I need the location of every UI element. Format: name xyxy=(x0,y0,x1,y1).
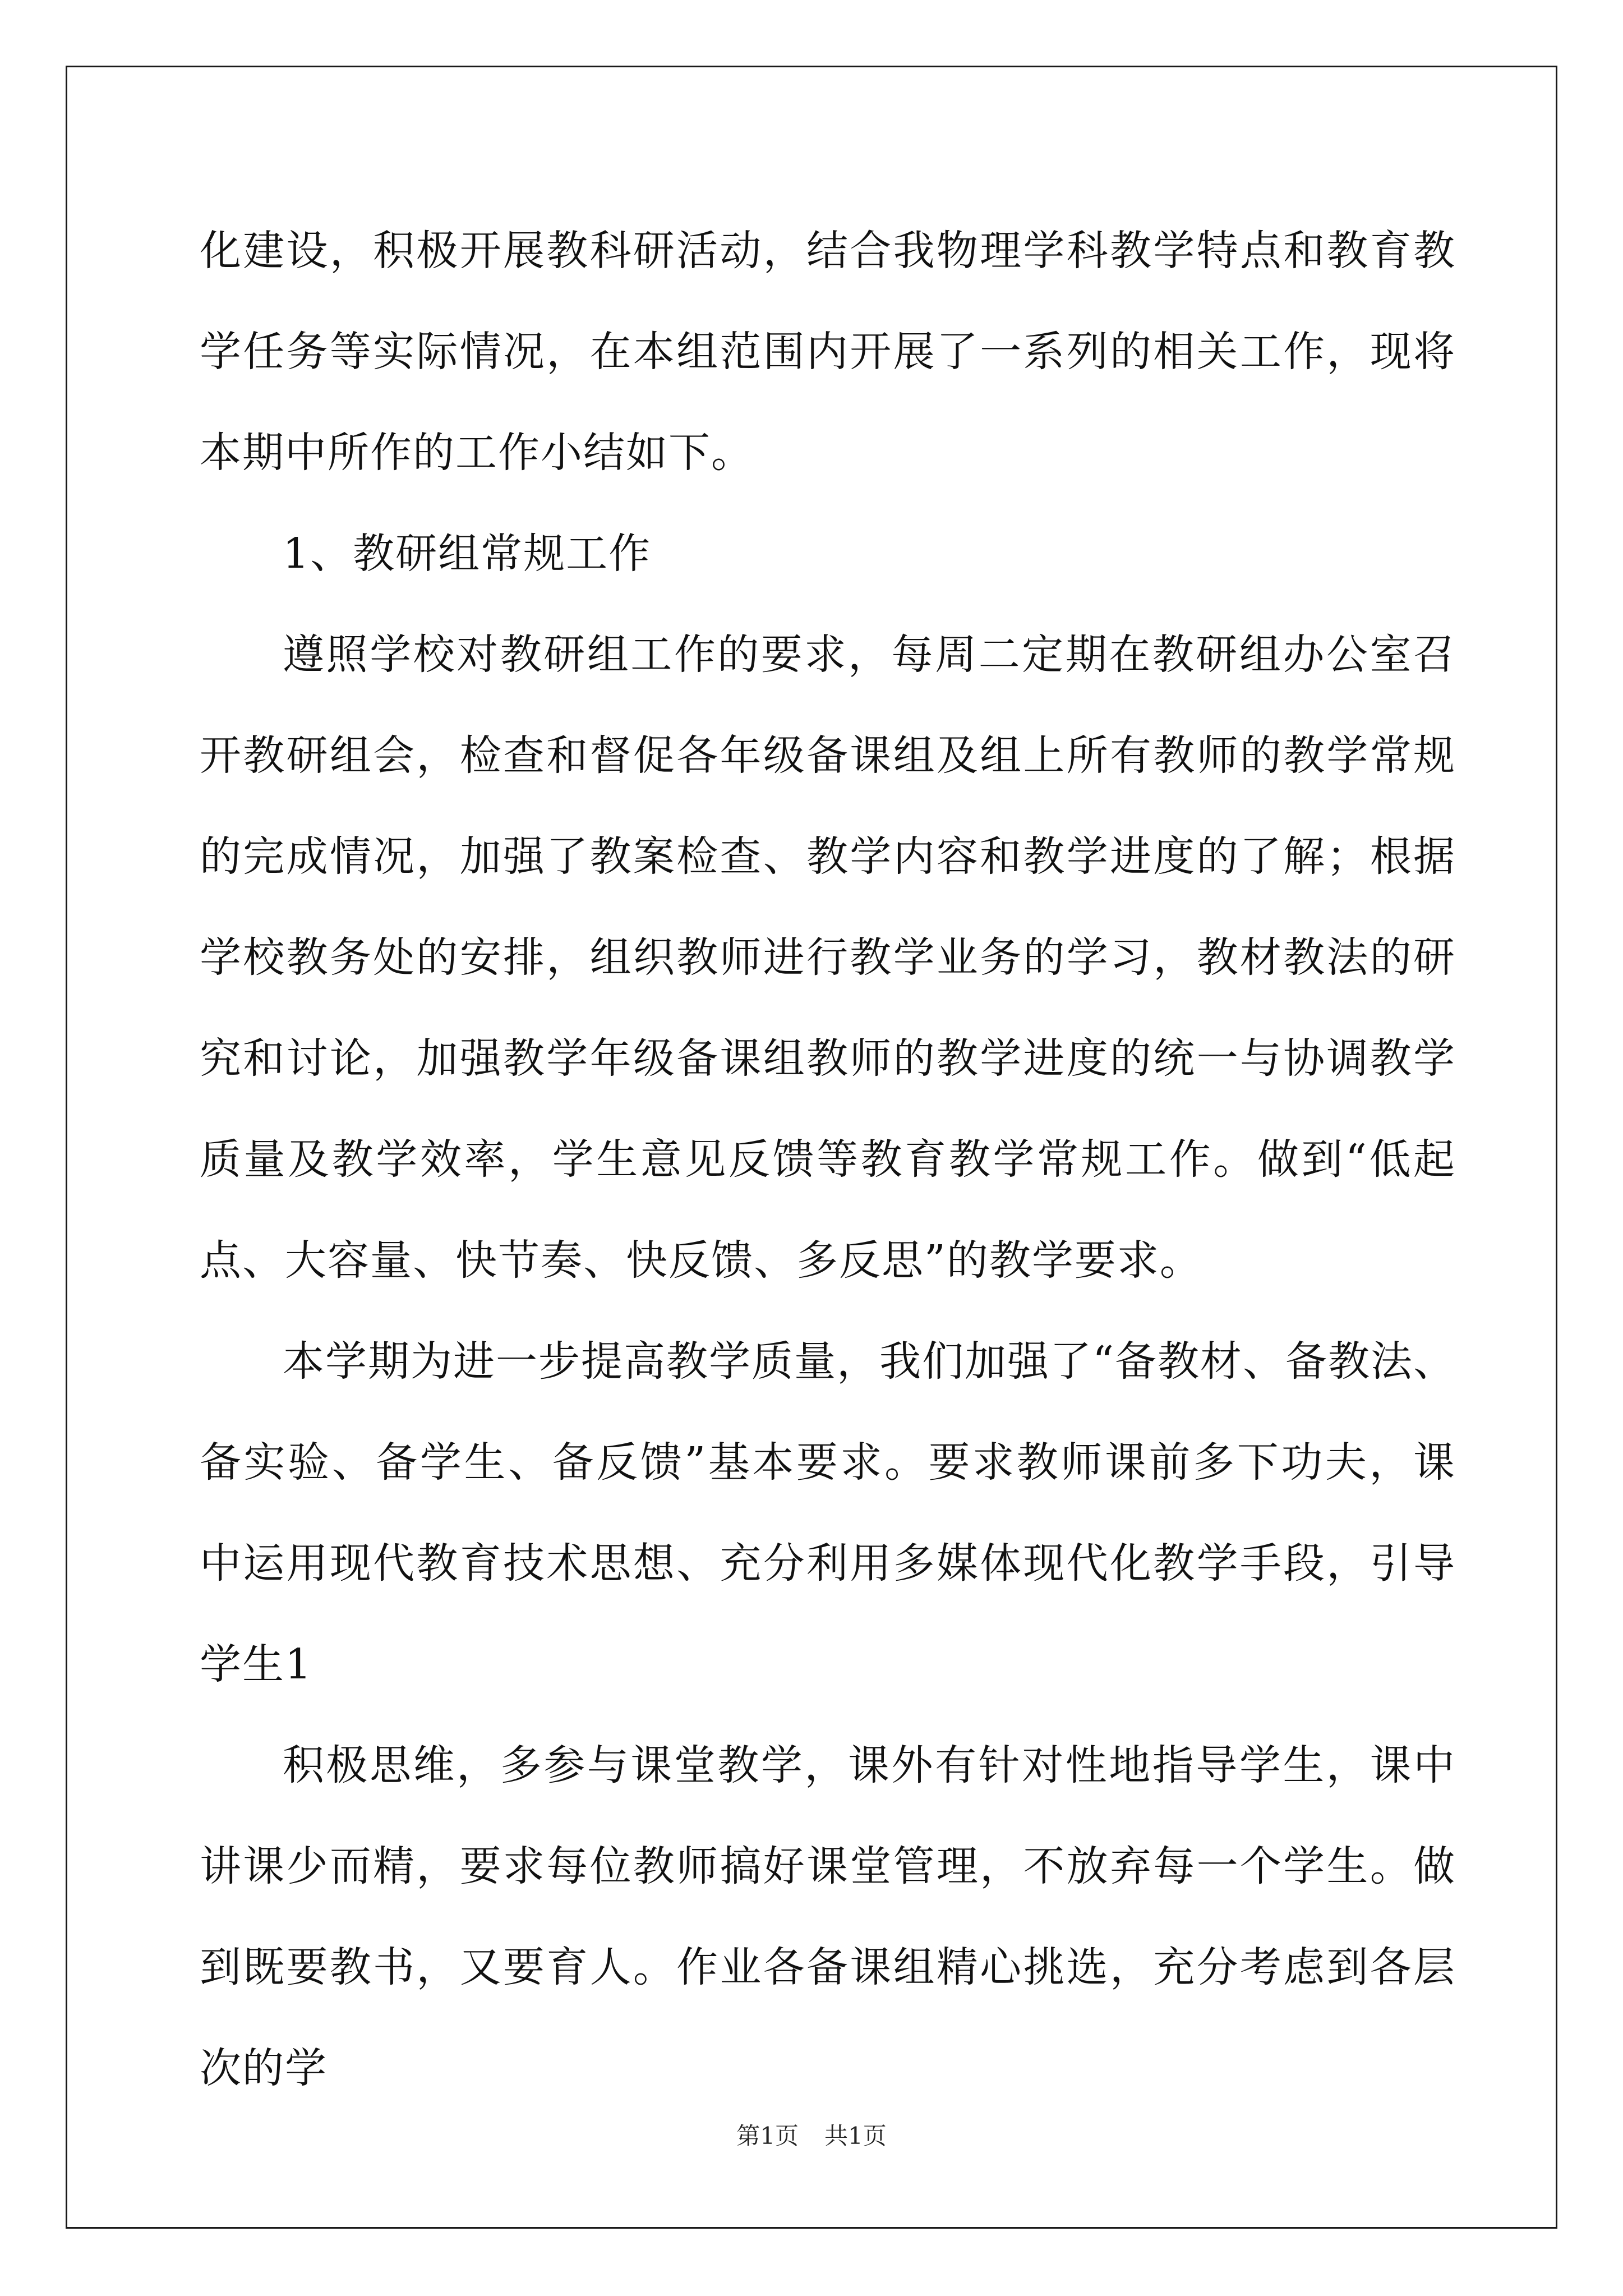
paragraph-teaching-quality: 本学期为进一步提高教学质量，我们加强了“备教材、备教法、备实验、备学生、备反馈”基本要求。要求教师课前多下功夫，课中运用现代教育技术思想、充分利用多媒体现代化教学手段，引导学生1 xyxy=(200,1337,1456,1688)
paragraph-continuation: 化建设，积极开展教科研活动，结合我物理学科教学特点和教育教学任务等实际情况，在本组范围内开展了一系列的相关工作，现将本期中所作的工作小结如下。 xyxy=(200,227,1456,477)
section-heading-routine-work: 1、教研组常规工作 xyxy=(283,530,652,578)
page-footer xyxy=(0,2119,1623,2153)
page-number-total: 共1页 xyxy=(824,2122,887,2150)
paragraph-active-thinking: 积极思维，多参与课堂教学，课外有针对性地指导学生，课中讲课少而精，要求每位教师搞好课堂管理，不放弃每一个学生。做到既要教书，又要育人。作业各备课组精心挑选，充分考虑到各层次的学 xyxy=(200,1741,1456,2092)
document-body xyxy=(200,200,1456,2119)
page-number-current: 第1页 xyxy=(736,2122,799,2150)
paragraph-routine-work: 遵照学校对教研组工作的要求，每周二定期在教研组办公室召开教研组会，检查和督促各年级备课组及组上所有教师的教学常规的完成情况，加强了教案检查、教学内容和教学进度的了解；根据学校教务处的安排，组织教师进行教学业务的学习，教材教法的研究和讨论，加强教学年级备课组教师的教学进度的统一与协调教学质量及教学效率，学生意见反馈等教育教学常规工作。做到“低起点、大容量、快节奏、快反馈、多反思”的教学要求。 xyxy=(200,631,1456,1285)
